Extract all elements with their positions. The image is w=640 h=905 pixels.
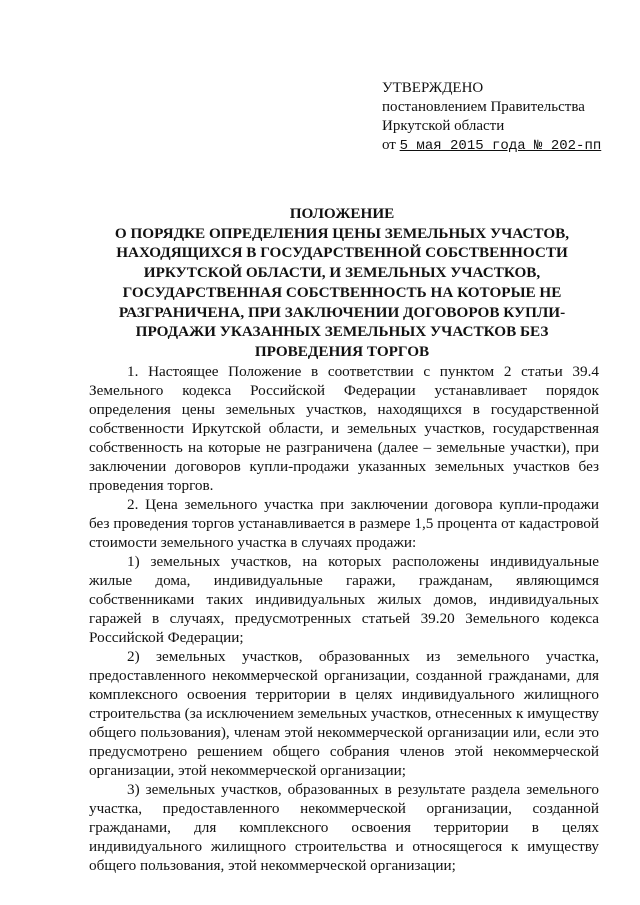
title-line: ПРОДАЖИ УКАЗАННЫХ ЗЕМЕЛЬНЫХ УЧАСТКОВ БЕЗ bbox=[135, 323, 549, 341]
approval-date-line bbox=[382, 136, 601, 156]
list-item-1: 1) земельных участков, на которых расположены индивидуальные жилые дома, индивидуальные гаражи, гражданам, являющимся собственниками таких индивидуальных жилых домов, индивидуальных гаражей в случаях, предусмотренных статьей 39.20 Земельного кодекса Российской Федерации; bbox=[89, 553, 599, 646]
title-line: ПРОВЕДЕНИЯ ТОРГОВ bbox=[254, 342, 430, 360]
title-line: РАЗГРАНИЧЕНА, ПРИ ЗАКЛЮЧЕНИИ ДОГОВОРОВ КУПЛИ- bbox=[118, 303, 566, 321]
document-title bbox=[82, 204, 602, 362]
paragraph-1: 1. Настоящее Положение в соответствии с пунктом 2 статьи 39.4 Земельного кодекса Российской Федерации устанавливает порядок определения цены земельных участков, находящихся в государственной собственности Иркутской области, и земельных участков, государственная собственность на которые не разграничена (далее – земельные участки), при заключении договоров купли-продажи указанных земельных участков без проведения торгов. bbox=[89, 363, 599, 494]
approval-date-value: 5 мая 2015 года № 202-пп bbox=[399, 138, 602, 154]
title-line: НАХОДЯЩИХСЯ В ГОСУДАРСТВЕННОЙ СОБСТВЕННОСТИ bbox=[116, 244, 568, 262]
approval-date-prefix: от bbox=[382, 137, 396, 153]
approval-region: Иркутской области bbox=[382, 118, 505, 134]
list-item-3: 3) земельных участков, образованных в результате раздела земельного участка, предоставленного некоммерческой организации, созданной гражданами, для комплексного освоения территории в целях индивидуального жилищного строительства и относящегося к имуществу общего пользования, этой некоммерческой организации; bbox=[89, 781, 599, 874]
approval-by: постановлением Правительства bbox=[382, 99, 585, 115]
paragraph-2: 2. Цена земельного участка при заключении договора купли-продажи без проведения торгов устанавливается в размере 1,5 процента от кадастровой стоимости земельного участка в случаях продажи: bbox=[89, 496, 599, 551]
approval-heading: УТВЕРЖДЕНО bbox=[382, 80, 484, 96]
list-item-2: 2) земельных участков, образованных из земельного участка, предоставленного некоммерческой организации, созданной гражданами, для комплексного освоения территории в целях индивидуального жилищного строительства (за исключением земельных участков, отнесенных к имуществу общего пользования), членам этой некоммерческой организации или, если это предусмотрено решением общего собрания членов этой некоммерческой организации, этой некоммерческой организации; bbox=[89, 648, 599, 779]
title-line: ПОЛОЖЕНИЕ bbox=[289, 205, 395, 222]
approval-block bbox=[382, 79, 601, 156]
title-line: О ПОРЯДКЕ ОПРЕДЕЛЕНИЯ ЦЕНЫ ЗЕМЕЛЬНЫХ УЧАСТОВ, bbox=[114, 224, 570, 242]
title-line: ИРКУТСКОЙ ОБЛАСТИ, И ЗЕМЕЛЬНЫХ УЧАСТКОВ, bbox=[143, 264, 541, 282]
title-line: ГОСУДАРСТВЕННАЯ СОБСТВЕННОСТЬ НА КОТОРЫЕ НЕ bbox=[122, 283, 562, 301]
document-body bbox=[89, 362, 599, 875]
